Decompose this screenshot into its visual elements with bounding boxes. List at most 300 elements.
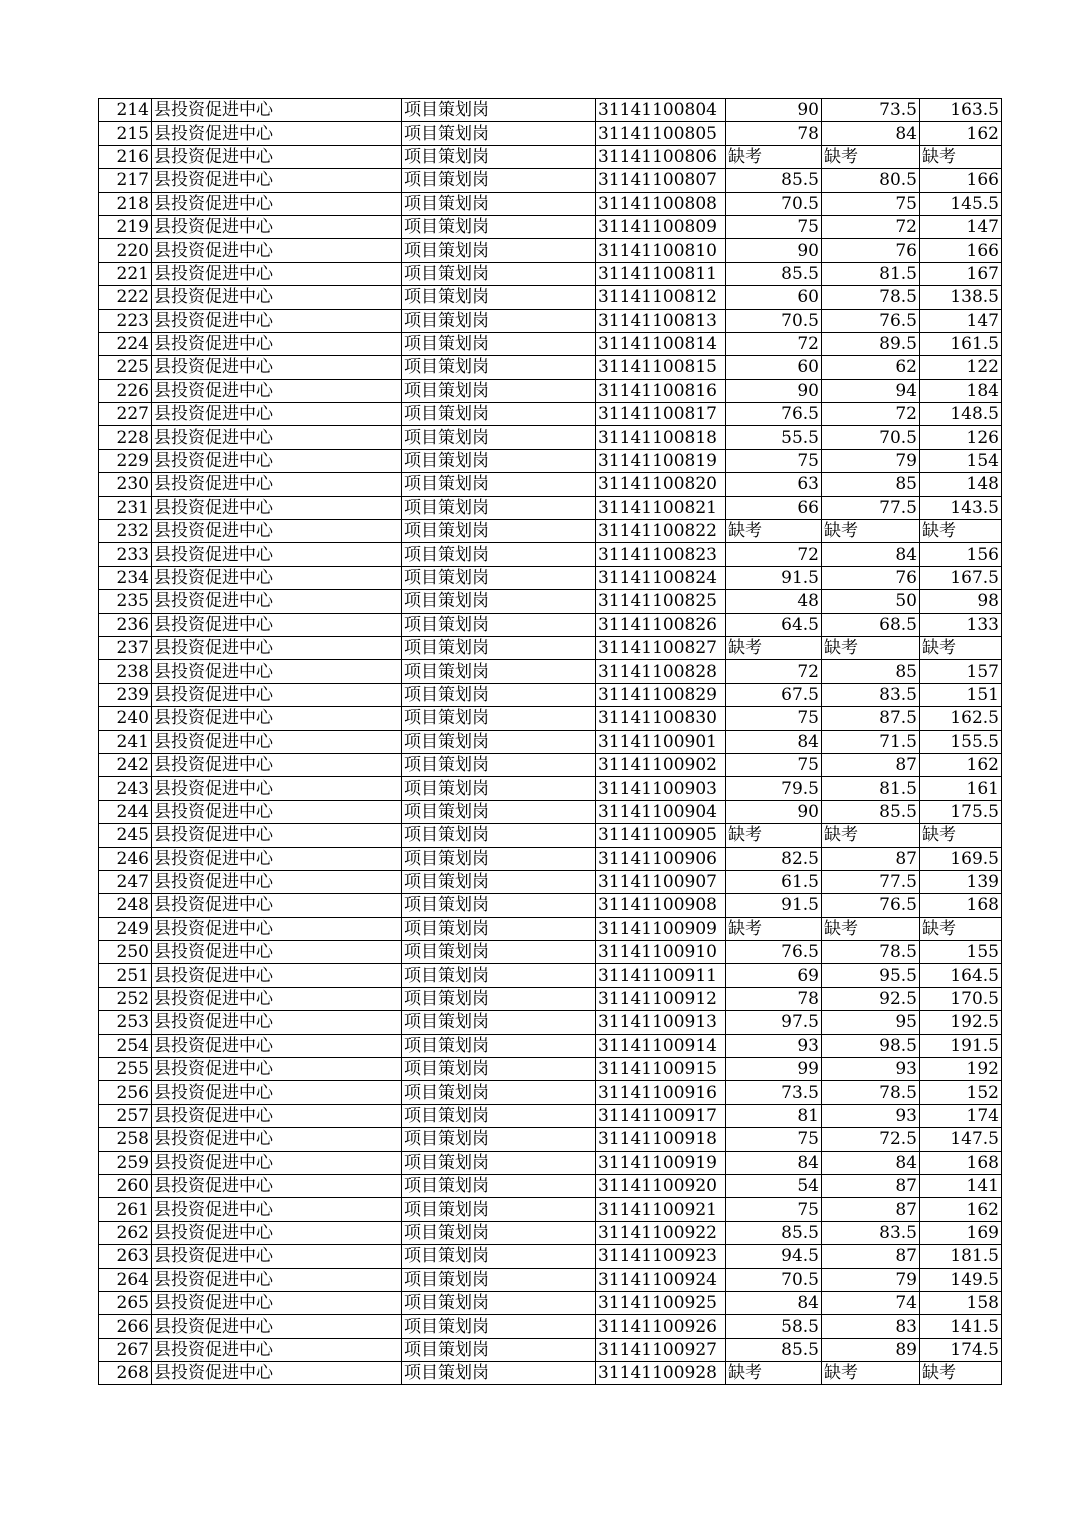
- table-row: [99, 449, 1002, 472]
- unit-cell: 县投资促进中心: [152, 1104, 402, 1127]
- exam-id-cell: 31141100909: [596, 917, 726, 940]
- unit-cell: 县投资促进中心: [152, 1174, 402, 1197]
- position-cell: 项目策划岗: [402, 683, 596, 706]
- written-score-cell: 缺考: [726, 145, 822, 168]
- written-score-cell: 85.5: [726, 262, 822, 285]
- total-score-cell: 缺考: [920, 824, 1002, 847]
- table-row: [99, 753, 1002, 776]
- written-score-cell: 55.5: [726, 426, 822, 449]
- row-index-cell: 265: [99, 1291, 152, 1314]
- written-score-cell: 75: [726, 707, 822, 730]
- row-index-cell: 240: [99, 707, 152, 730]
- row-index-cell: 217: [99, 169, 152, 192]
- unit-cell: 县投资促进中心: [152, 1315, 402, 1338]
- written-score-cell: 69: [726, 964, 822, 987]
- position-cell: 项目策划岗: [402, 707, 596, 730]
- total-score-cell: 175.5: [920, 800, 1002, 823]
- unit-cell: 县投资促进中心: [152, 99, 402, 122]
- total-score-cell: 139: [920, 870, 1002, 893]
- interview-score-cell: 68.5: [822, 613, 920, 636]
- total-score-cell: 缺考: [920, 1362, 1002, 1385]
- row-index-cell: 214: [99, 99, 152, 122]
- unit-cell: 县投资促进中心: [152, 613, 402, 636]
- table-row: [99, 1174, 1002, 1197]
- exam-id-cell: 31141100919: [596, 1151, 726, 1174]
- table-row: [99, 262, 1002, 285]
- row-index-cell: 226: [99, 379, 152, 402]
- row-index-cell: 232: [99, 520, 152, 543]
- unit-cell: 县投资促进中心: [152, 215, 402, 238]
- row-index-cell: 248: [99, 894, 152, 917]
- table-row: [99, 215, 1002, 238]
- position-cell: 项目策划岗: [402, 964, 596, 987]
- written-score-cell: 缺考: [726, 1362, 822, 1385]
- total-score-cell: 168: [920, 894, 1002, 917]
- total-score-cell: 126: [920, 426, 1002, 449]
- row-index-cell: 268: [99, 1362, 152, 1385]
- position-cell: 项目策划岗: [402, 379, 596, 402]
- total-score-cell: 170.5: [920, 987, 1002, 1010]
- position-cell: 项目策划岗: [402, 613, 596, 636]
- row-index-cell: 255: [99, 1058, 152, 1081]
- written-score-cell: 78: [726, 122, 822, 145]
- interview-score-cell: 83.5: [822, 1221, 920, 1244]
- exam-id-cell: 31141100921: [596, 1198, 726, 1221]
- table-row: [99, 1104, 1002, 1127]
- table-row: [99, 636, 1002, 659]
- total-score-cell: 141: [920, 1174, 1002, 1197]
- interview-score-cell: 71.5: [822, 730, 920, 753]
- unit-cell: 县投资促进中心: [152, 169, 402, 192]
- written-score-cell: 84: [726, 1151, 822, 1174]
- table-row: [99, 1221, 1002, 1244]
- unit-cell: 县投资促进中心: [152, 964, 402, 987]
- unit-cell: 县投资促进中心: [152, 239, 402, 262]
- table-row: [99, 1291, 1002, 1314]
- unit-cell: 县投资促进中心: [152, 800, 402, 823]
- table-row: [99, 192, 1002, 215]
- unit-cell: 县投资促进中心: [152, 660, 402, 683]
- table-row: [99, 1245, 1002, 1268]
- position-cell: 项目策划岗: [402, 941, 596, 964]
- unit-cell: 县投资促进中心: [152, 870, 402, 893]
- position-cell: 项目策划岗: [402, 1151, 596, 1174]
- exam-id-cell: 31141100908: [596, 894, 726, 917]
- unit-cell: 县投资促进中心: [152, 1151, 402, 1174]
- exam-id-cell: 31141100804: [596, 99, 726, 122]
- written-score-cell: 76.5: [726, 403, 822, 426]
- total-score-cell: 145.5: [920, 192, 1002, 215]
- exam-id-cell: 31141100823: [596, 543, 726, 566]
- interview-score-cell: 79: [822, 449, 920, 472]
- table-row: [99, 777, 1002, 800]
- exam-id-cell: 31141100819: [596, 449, 726, 472]
- table-row: [99, 169, 1002, 192]
- position-cell: 项目策划岗: [402, 894, 596, 917]
- position-cell: 项目策划岗: [402, 543, 596, 566]
- interview-score-cell: 95.5: [822, 964, 920, 987]
- written-score-cell: 48: [726, 590, 822, 613]
- table-row: [99, 1081, 1002, 1104]
- unit-cell: 县投资促进中心: [152, 449, 402, 472]
- interview-score-cell: 78.5: [822, 1081, 920, 1104]
- total-score-cell: 162: [920, 753, 1002, 776]
- total-score-cell: 155: [920, 941, 1002, 964]
- interview-score-cell: 81.5: [822, 262, 920, 285]
- exam-id-cell: 31141100811: [596, 262, 726, 285]
- table-body: [99, 99, 1002, 1385]
- interview-score-cell: 81.5: [822, 777, 920, 800]
- exam-id-cell: 31141100903: [596, 777, 726, 800]
- exam-id-cell: 31141100914: [596, 1034, 726, 1057]
- total-score-cell: 122: [920, 356, 1002, 379]
- total-score-cell: 162: [920, 1198, 1002, 1221]
- table-row: [99, 683, 1002, 706]
- row-index-cell: 264: [99, 1268, 152, 1291]
- unit-cell: 县投资促进中心: [152, 1362, 402, 1385]
- exam-id-cell: 31141100913: [596, 1011, 726, 1034]
- exam-id-cell: 31141100906: [596, 847, 726, 870]
- row-index-cell: 259: [99, 1151, 152, 1174]
- row-index-cell: 236: [99, 613, 152, 636]
- position-cell: 项目策划岗: [402, 262, 596, 285]
- written-score-cell: 60: [726, 286, 822, 309]
- total-score-cell: 164.5: [920, 964, 1002, 987]
- exam-id-cell: 31141100816: [596, 379, 726, 402]
- table-row: [99, 403, 1002, 426]
- interview-score-cell: 87: [822, 1174, 920, 1197]
- exam-id-cell: 31141100923: [596, 1245, 726, 1268]
- written-score-cell: 75: [726, 449, 822, 472]
- exam-id-cell: 31141100827: [596, 636, 726, 659]
- written-score-cell: 缺考: [726, 824, 822, 847]
- unit-cell: 县投资促进中心: [152, 496, 402, 519]
- total-score-cell: 161.5: [920, 332, 1002, 355]
- position-cell: 项目策划岗: [402, 566, 596, 589]
- written-score-cell: 90: [726, 99, 822, 122]
- total-score-cell: 166: [920, 169, 1002, 192]
- position-cell: 项目策划岗: [402, 192, 596, 215]
- written-score-cell: 85.5: [726, 1338, 822, 1361]
- total-score-cell: 174: [920, 1104, 1002, 1127]
- exam-id-cell: 31141100807: [596, 169, 726, 192]
- written-score-cell: 91.5: [726, 894, 822, 917]
- exam-id-cell: 31141100912: [596, 987, 726, 1010]
- unit-cell: 县投资促进中心: [152, 917, 402, 940]
- total-score-cell: 162.5: [920, 707, 1002, 730]
- interview-score-cell: 78.5: [822, 286, 920, 309]
- position-cell: 项目策划岗: [402, 496, 596, 519]
- unit-cell: 县投资促进中心: [152, 847, 402, 870]
- table-row: [99, 520, 1002, 543]
- total-score-cell: 缺考: [920, 636, 1002, 659]
- written-score-cell: 75: [726, 215, 822, 238]
- exam-id-cell: 31141100917: [596, 1104, 726, 1127]
- unit-cell: 县投资促进中心: [152, 590, 402, 613]
- position-cell: 项目策划岗: [402, 473, 596, 496]
- table-row: [99, 99, 1002, 122]
- unit-cell: 县投资促进中心: [152, 1245, 402, 1268]
- table-row: [99, 1034, 1002, 1057]
- unit-cell: 县投资促进中心: [152, 1128, 402, 1151]
- interview-score-cell: 87: [822, 753, 920, 776]
- written-score-cell: 63: [726, 473, 822, 496]
- table-row: [99, 1268, 1002, 1291]
- written-score-cell: 72: [726, 660, 822, 683]
- position-cell: 项目策划岗: [402, 636, 596, 659]
- unit-cell: 县投资促进中心: [152, 683, 402, 706]
- row-index-cell: 246: [99, 847, 152, 870]
- written-score-cell: 75: [726, 753, 822, 776]
- written-score-cell: 84: [726, 730, 822, 753]
- row-index-cell: 216: [99, 145, 152, 168]
- unit-cell: 县投资促进中心: [152, 403, 402, 426]
- total-score-cell: 163.5: [920, 99, 1002, 122]
- interview-score-cell: 79: [822, 1268, 920, 1291]
- total-score-cell: 158: [920, 1291, 1002, 1314]
- total-score-cell: 191.5: [920, 1034, 1002, 1057]
- interview-score-cell: 50: [822, 590, 920, 613]
- interview-score-cell: 87: [822, 847, 920, 870]
- unit-cell: 县投资促进中心: [152, 1011, 402, 1034]
- written-score-cell: 73.5: [726, 1081, 822, 1104]
- interview-score-cell: 87: [822, 1245, 920, 1268]
- exam-id-cell: 31141100817: [596, 403, 726, 426]
- exam-id-cell: 31141100820: [596, 473, 726, 496]
- written-score-cell: 缺考: [726, 520, 822, 543]
- exam-id-cell: 31141100922: [596, 1221, 726, 1244]
- row-index-cell: 260: [99, 1174, 152, 1197]
- written-score-cell: 64.5: [726, 613, 822, 636]
- table-row: [99, 1198, 1002, 1221]
- total-score-cell: 缺考: [920, 145, 1002, 168]
- table-row: [99, 847, 1002, 870]
- unit-cell: 县投资促进中心: [152, 332, 402, 355]
- unit-cell: 县投资促进中心: [152, 1338, 402, 1361]
- position-cell: 项目策划岗: [402, 1315, 596, 1338]
- position-cell: 项目策划岗: [402, 426, 596, 449]
- row-index-cell: 227: [99, 403, 152, 426]
- exam-id-cell: 31141100825: [596, 590, 726, 613]
- row-index-cell: 238: [99, 660, 152, 683]
- written-score-cell: 91.5: [726, 566, 822, 589]
- total-score-cell: 157: [920, 660, 1002, 683]
- interview-score-cell: 62: [822, 356, 920, 379]
- table-row: [99, 473, 1002, 496]
- row-index-cell: 233: [99, 543, 152, 566]
- row-index-cell: 267: [99, 1338, 152, 1361]
- table-row: [99, 730, 1002, 753]
- position-cell: 项目策划岗: [402, 145, 596, 168]
- interview-score-cell: 85: [822, 660, 920, 683]
- unit-cell: 县投资促进中心: [152, 730, 402, 753]
- row-index-cell: 252: [99, 987, 152, 1010]
- interview-score-cell: 85.5: [822, 800, 920, 823]
- unit-cell: 县投资促进中心: [152, 707, 402, 730]
- table-row: [99, 1338, 1002, 1361]
- row-index-cell: 234: [99, 566, 152, 589]
- total-score-cell: 141.5: [920, 1315, 1002, 1338]
- exam-id-cell: 31141100824: [596, 566, 726, 589]
- written-score-cell: 90: [726, 379, 822, 402]
- table-row: [99, 1151, 1002, 1174]
- unit-cell: 县投资促进中心: [152, 426, 402, 449]
- unit-cell: 县投资促进中心: [152, 1221, 402, 1244]
- table-row: [99, 286, 1002, 309]
- position-cell: 项目策划岗: [402, 449, 596, 472]
- row-index-cell: 231: [99, 496, 152, 519]
- exam-id-cell: 31141100918: [596, 1128, 726, 1151]
- unit-cell: 县投资促进中心: [152, 1291, 402, 1314]
- row-index-cell: 228: [99, 426, 152, 449]
- position-cell: 项目策划岗: [402, 1011, 596, 1034]
- row-index-cell: 243: [99, 777, 152, 800]
- table-row: [99, 941, 1002, 964]
- table-row: [99, 566, 1002, 589]
- row-index-cell: 241: [99, 730, 152, 753]
- total-score-cell: 138.5: [920, 286, 1002, 309]
- row-index-cell: 258: [99, 1128, 152, 1151]
- unit-cell: 县投资促进中心: [152, 1058, 402, 1081]
- interview-score-cell: 98.5: [822, 1034, 920, 1057]
- unit-cell: 县投资促进中心: [152, 543, 402, 566]
- row-index-cell: 247: [99, 870, 152, 893]
- row-index-cell: 221: [99, 262, 152, 285]
- unit-cell: 县投资促进中心: [152, 753, 402, 776]
- position-cell: 项目策划岗: [402, 777, 596, 800]
- written-score-cell: 58.5: [726, 1315, 822, 1338]
- table-row: [99, 1011, 1002, 1034]
- position-cell: 项目策划岗: [402, 356, 596, 379]
- table-row: [99, 800, 1002, 823]
- row-index-cell: 251: [99, 964, 152, 987]
- interview-score-cell: 87: [822, 1198, 920, 1221]
- interview-score-cell: 84: [822, 543, 920, 566]
- interview-score-cell: 缺考: [822, 1362, 920, 1385]
- position-cell: 项目策划岗: [402, 1058, 596, 1081]
- row-index-cell: 219: [99, 215, 152, 238]
- table-row: [99, 496, 1002, 519]
- written-score-cell: 94.5: [726, 1245, 822, 1268]
- total-score-cell: 149.5: [920, 1268, 1002, 1291]
- total-score-cell: 133: [920, 613, 1002, 636]
- table-row: [99, 379, 1002, 402]
- total-score-cell: 143.5: [920, 496, 1002, 519]
- exam-id-cell: 31141100828: [596, 660, 726, 683]
- exam-id-cell: 31141100821: [596, 496, 726, 519]
- total-score-cell: 192.5: [920, 1011, 1002, 1034]
- table-row: [99, 239, 1002, 262]
- row-index-cell: 254: [99, 1034, 152, 1057]
- written-score-cell: 99: [726, 1058, 822, 1081]
- exam-id-cell: 31141100904: [596, 800, 726, 823]
- written-score-cell: 78: [726, 987, 822, 1010]
- position-cell: 项目策划岗: [402, 917, 596, 940]
- table-row: [99, 1362, 1002, 1385]
- interview-score-cell: 84: [822, 122, 920, 145]
- written-score-cell: 72: [726, 332, 822, 355]
- unit-cell: 县投资促进中心: [152, 566, 402, 589]
- row-index-cell: 215: [99, 122, 152, 145]
- position-cell: 项目策划岗: [402, 660, 596, 683]
- interview-score-cell: 76.5: [822, 894, 920, 917]
- row-index-cell: 220: [99, 239, 152, 262]
- table-row: [99, 1058, 1002, 1081]
- table-row: [99, 660, 1002, 683]
- written-score-cell: 76.5: [726, 941, 822, 964]
- row-index-cell: 242: [99, 753, 152, 776]
- table-row: [99, 426, 1002, 449]
- position-cell: 项目策划岗: [402, 1338, 596, 1361]
- table-row: [99, 824, 1002, 847]
- score-table: [98, 98, 1002, 1385]
- table-row: [99, 1128, 1002, 1151]
- written-score-cell: 85.5: [726, 1221, 822, 1244]
- table-row: [99, 309, 1002, 332]
- table-row: [99, 613, 1002, 636]
- total-score-cell: 147: [920, 215, 1002, 238]
- exam-id-cell: 31141100826: [596, 613, 726, 636]
- unit-cell: 县投资促进中心: [152, 1034, 402, 1057]
- interview-score-cell: 缺考: [822, 520, 920, 543]
- exam-id-cell: 31141100902: [596, 753, 726, 776]
- total-score-cell: 181.5: [920, 1245, 1002, 1268]
- interview-score-cell: 缺考: [822, 917, 920, 940]
- written-score-cell: 81: [726, 1104, 822, 1127]
- row-index-cell: 245: [99, 824, 152, 847]
- exam-id-cell: 31141100812: [596, 286, 726, 309]
- unit-cell: 县投资促进中心: [152, 262, 402, 285]
- row-index-cell: 266: [99, 1315, 152, 1338]
- position-cell: 项目策划岗: [402, 1362, 596, 1385]
- total-score-cell: 184: [920, 379, 1002, 402]
- position-cell: 项目策划岗: [402, 1198, 596, 1221]
- position-cell: 项目策划岗: [402, 590, 596, 613]
- unit-cell: 县投资促进中心: [152, 1268, 402, 1291]
- position-cell: 项目策划岗: [402, 122, 596, 145]
- position-cell: 项目策划岗: [402, 169, 596, 192]
- row-index-cell: 253: [99, 1011, 152, 1034]
- position-cell: 项目策划岗: [402, 1104, 596, 1127]
- exam-id-cell: 31141100927: [596, 1338, 726, 1361]
- written-score-cell: 97.5: [726, 1011, 822, 1034]
- unit-cell: 县投资促进中心: [152, 824, 402, 847]
- written-score-cell: 70.5: [726, 309, 822, 332]
- unit-cell: 县投资促进中心: [152, 1081, 402, 1104]
- interview-score-cell: 77.5: [822, 496, 920, 519]
- total-score-cell: 168: [920, 1151, 1002, 1174]
- total-score-cell: 167: [920, 262, 1002, 285]
- position-cell: 项目策划岗: [402, 847, 596, 870]
- position-cell: 项目策划岗: [402, 1221, 596, 1244]
- unit-cell: 县投资促进中心: [152, 520, 402, 543]
- row-index-cell: 218: [99, 192, 152, 215]
- row-index-cell: 223: [99, 309, 152, 332]
- written-score-cell: 60: [726, 356, 822, 379]
- total-score-cell: 156: [920, 543, 1002, 566]
- position-cell: 项目策划岗: [402, 1245, 596, 1268]
- exam-id-cell: 31141100813: [596, 309, 726, 332]
- written-score-cell: 61.5: [726, 870, 822, 893]
- interview-score-cell: 94: [822, 379, 920, 402]
- exam-id-cell: 31141100907: [596, 870, 726, 893]
- unit-cell: 县投资促进中心: [152, 286, 402, 309]
- written-score-cell: 54: [726, 1174, 822, 1197]
- interview-score-cell: 72: [822, 215, 920, 238]
- position-cell: 项目策划岗: [402, 800, 596, 823]
- unit-cell: 县投资促进中心: [152, 122, 402, 145]
- exam-id-cell: 31141100808: [596, 192, 726, 215]
